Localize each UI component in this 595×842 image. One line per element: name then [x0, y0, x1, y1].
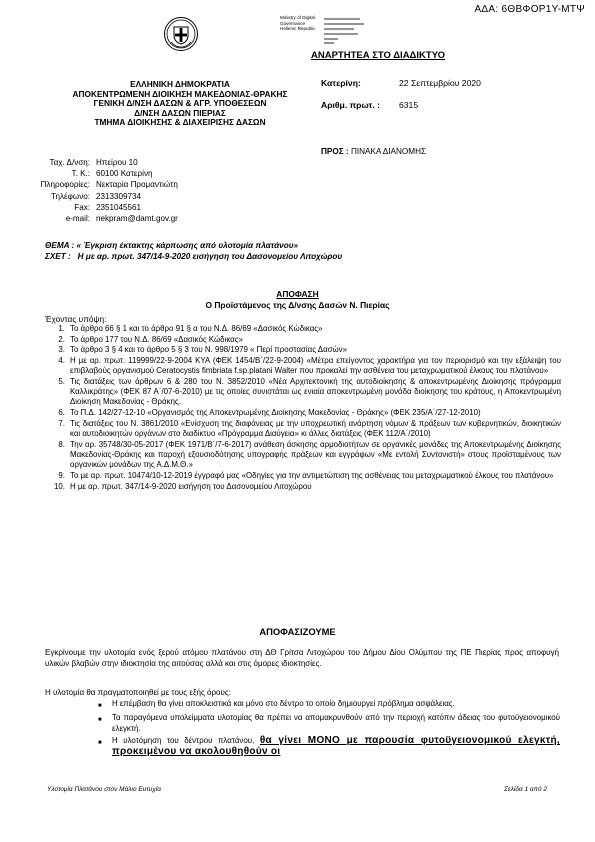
item-text: Τις διατάξεις των άρθρων 6 & 280 του Ν. 3852/2010 «Νέα Αρχιτεκτονική της αυτοδιοίκησης & αποκεντρωμένης Διοίκησης πρόγραμμα Καλλικράτης» (ΦΕΚ 87 Α΄/07-6-2010) με τις οποίες συνιστάται ως ενιαία αποκεντρωμένη μονάδα διοίκησης του κράτους, η Αποκεντρωμένη Διοίκηση Μακεδονίας - Θράκης.: [70, 377, 561, 407]
digital-signature-stamp: [280, 15, 316, 32]
contact-value: Νεκταρία Προμαντιώτη: [96, 180, 178, 190]
list-item: [49, 482, 561, 492]
publish-notice: ΑΝΑΡΤΗΤΕΑ ΣΤΟ ΔΙΑΔΙΚΤΥΟ: [311, 50, 446, 61]
item-text: Την αρ. 35748/30-05-2017 (ΦΕΚ 1971/Β΄/7-6-2017) ανάθεση άσκησης αρμοδιοτήτων σε οργανικές μονάδες της Αποκεντρωμένης Διοίκησης Μακεδονίας-Θράκης και παροχή εξουσιοδότησης υπογραφής πράξεων και εγγράφων «Με εντολή Συντονιστή» στους προϊσταμένους των οργανικών μονάδων της Α.Δ.Μ.Θ.»: [70, 439, 561, 470]
approval-paragraph: Εγκρίνουμε την υλοτομία ενός ξερού ατόμου πλατάνου στη ΔΘ Γρίτσα Λιτοχώρου του Δήμου Δίου Ολύμπου της ΠΕ Πιερίας προς αποφυγή υλικών βλαβών στην ιδιοκτησία της αιτούσας αλλά και στις όμορες ιδιοκτησίες.: [45, 648, 559, 668]
list-item: [49, 408, 561, 418]
signature-scribble: [322, 15, 392, 47]
considering-label: Έχοντας υπόψη:: [45, 314, 107, 324]
bullet-icon: ■: [98, 717, 102, 724]
org-line: Δ/ΝΣΗ ΔΑΣΩΝ ΠΙΕΡΙΑΣ: [134, 107, 226, 118]
contact-value: 2351045561: [96, 202, 142, 212]
org-line: ΑΠΟΚΕΝΤΡΩΜΕΝΗ ΔΙΟΙΚΗΣΗ ΜΑΚΕΔΟΝΙΑΣ-ΘΡΑΚΗΣ: [72, 88, 288, 99]
item-number: 7.: [58, 418, 65, 428]
organization-header: [63, 80, 297, 128]
page-number: Σελίδα 1 από 2: [503, 786, 547, 793]
item-number: 6.: [58, 408, 65, 418]
item-text: Το Π.Δ. 142/27-12-10 «Οργανισμός της Αποκεντρωμένης Διοίκησης Μακεδονίας - Θράκης» (ΦΕΚ 235/Α΄/27-12-2010): [70, 408, 481, 418]
we-decide-heading: ΑΠΟΦΑΣΙΖΟΥΜΕ: [259, 626, 336, 637]
item-number: 3.: [58, 345, 65, 355]
bullet-icon: ■: [98, 740, 102, 747]
thema-text: « Έγκριση έκτακτης κάρπωσης από υλοτομία πλατάνου»: [76, 241, 299, 250]
item-text: Το άρθρο 3 § 4 και το άρθρο 5 § 3 του Ν. 998/1979 « Περί προστασίας Δασών»: [70, 345, 347, 355]
conditions-intro: Η υλοτομία θα πραγματοποιηθεί με τους εξής όρους:: [45, 688, 231, 697]
recipient-value: ΠΙΝΑΚΑ ΔΙΑΝΟΜΗΣ: [350, 147, 427, 156]
contact-value: Ηπείρου 10: [96, 158, 138, 167]
contact-value: 60100 Κατερίνη: [96, 169, 153, 179]
date-value: 22 Σεπτεμβρίου 2020: [399, 78, 481, 88]
email-link[interactable]: nekpram@damt.gov.gr: [96, 214, 178, 224]
item-text: Η με αρ. πρωτ. 347/14-9-2020 εισήγηση του Δασονομείου Λιτοχώρου: [70, 481, 312, 491]
protocol-label: Αριθμ. πρωτ. :: [321, 100, 380, 110]
item-number: 9.: [58, 470, 65, 480]
conditions-list: [98, 699, 560, 759]
item-number: 2.: [58, 334, 65, 344]
item-text: Τις διατάξεις του Ν. 3861/2010 «Ενίσχυση της διαφάνειας με την υποχρεωτική ανάρτηση νόμων & πράξεων των κυβερνητικών, διοικητικών και αυτοδιοικητών οργάνων στο διαδίκτυο «Πρόγραμμα Διαύγεια» κι άλλες διατάξεις (ΦΕΚ 112/Α΄/2010): [70, 418, 561, 439]
list-item: [49, 377, 561, 408]
subject-block: [45, 241, 342, 262]
recipient-block: [321, 147, 426, 156]
bullet-text: Η επέμβαση θα γίνει αποκλειστικά και μόνο στο δέντρο το οποίο δημιουργεί πρόβλημα ασφάλειας.: [112, 699, 455, 708]
considerations-list: [49, 324, 561, 492]
list-item: [49, 335, 561, 345]
contact-label: Τ. Κ.:: [71, 169, 90, 179]
contact-label: Τηλέφωνο:: [51, 191, 90, 201]
decision-title: ΑΠΟΦΑΣΗ: [276, 289, 319, 299]
contact-label: Ταχ. Δ/νση:: [49, 158, 90, 167]
item-text: Το άρθρο 66 § 1 και το άρθρο 91 § α του Ν.Δ. 86/69 «Δασικός Κώδικας»: [70, 324, 323, 333]
footer-title: Υλοτομία Πλατάνου στον Μάλιο Ευτυχία: [47, 786, 161, 793]
date-block: [321, 78, 481, 110]
list-item: [49, 440, 561, 471]
list-item: [49, 419, 561, 439]
item-text: Η με αρ. πρωτ. 119999/22-9-2004 ΚΥΑ (ΦΕΚ 1454/Β΄/22-9-2004) «Μέτρα επείγοντος χαρακτήρα για τον περιορισμό και την εξάλειψη του επιβλαβούς οργανισμού Ceratocystis fimbriata f.sp.platani Walter που προκαλεί την ασθένεια του μεταχρωματικού έλκους του πλατάνου»: [70, 356, 561, 376]
contact-label: Πληροφορίες:: [40, 180, 90, 190]
bullet-text: Η υλοτόμηση του δέντρου πλατάνου,: [112, 736, 255, 746]
contact-block: [18, 157, 178, 224]
list-item: [98, 699, 560, 711]
bullet-text: Τα παραγόμενα υπολείμματα υλοτομίας θα πρέπει να απομακρυνθούν από την περιοχή κατόπιν άδειας του φυτοϋγειονομικού ελεγκτή.: [112, 713, 560, 733]
recipient-label: ΠΡΟΣ :: [321, 147, 349, 156]
item-text: Το με αρ. πρωτ. 10474/10-12-2019 έγγραφό μας «Οδηγίες για την αντιμετώπιση της ασθένειας του μεταχρωματικού έλκους του πλατάνου»: [70, 470, 554, 480]
decision-subtitle: Ο Προϊστάμενος της Δ/νσης Δασών Ν. Πιερίας: [205, 299, 390, 310]
protocol-number: 6315: [399, 100, 419, 110]
list-item: [49, 324, 561, 334]
list-item: [49, 356, 561, 376]
thema-label: ΘΕΜΑ :: [45, 241, 75, 250]
digital-line: Governance: [280, 20, 306, 26]
item-number: 10.: [54, 481, 65, 491]
org-line: ΕΛΛΗΝΙΚΗ ΔΗΜΟΚΡΑΤΙΑ: [130, 79, 230, 89]
bullet-emphasis: θα γίνει ΜΟΝΟ με παρουσία φυτοϋγειονομικού ελεγκτή, προκειμένου να ακολουθηθούν οι: [112, 735, 560, 757]
contact-value: 2313309734: [96, 191, 142, 201]
org-line: ΤΜΗΜΑ ΔΙΟΙΚΗΣΗΣ & ΔΙΑΧΕΙΡΙΣΗΣ ΔΑΣΩΝ: [94, 117, 266, 127]
item-text: Το άρθρο 177 του Ν.Δ. 86/69 «Δασικός Κώδικας»: [70, 334, 243, 344]
list-item: [49, 471, 561, 481]
greek-emblem-icon: [164, 17, 198, 51]
item-number: 8.: [58, 439, 65, 449]
list-item: [98, 713, 560, 734]
decision-heading: [0, 289, 595, 310]
bullet-icon: ■: [98, 703, 102, 709]
place-label: Κατερίνη:: [321, 78, 361, 88]
sxet-text: Η με αρ. πρωτ. 347/14-9-2020 εισήγηση του Δασονομείου Λιτοχώρου: [77, 251, 343, 261]
org-line: ΓΕΝΙΚΗ Δ/ΝΣΗ ΔΑΣΩΝ & ΑΓΡ. ΥΠΟΘΕΣΕΩΝ: [93, 98, 267, 108]
ada-code: ΑΔΑ: 6ΘΒΦΟΡ1Υ-ΜΤΨ: [474, 4, 585, 15]
list-item: [49, 345, 561, 355]
contact-label: Fax:: [74, 202, 90, 212]
list-item: [98, 736, 560, 757]
contact-label: e-mail:: [65, 214, 90, 224]
sxet-label: ΣΧΕΤ :: [45, 251, 71, 261]
item-number: 5.: [58, 377, 65, 387]
item-number: 1.: [58, 324, 65, 333]
digital-line: Hellenic Republic: [280, 26, 316, 32]
item-number: 4.: [58, 356, 65, 366]
digital-line: Ministry of Digital: [280, 15, 315, 20]
